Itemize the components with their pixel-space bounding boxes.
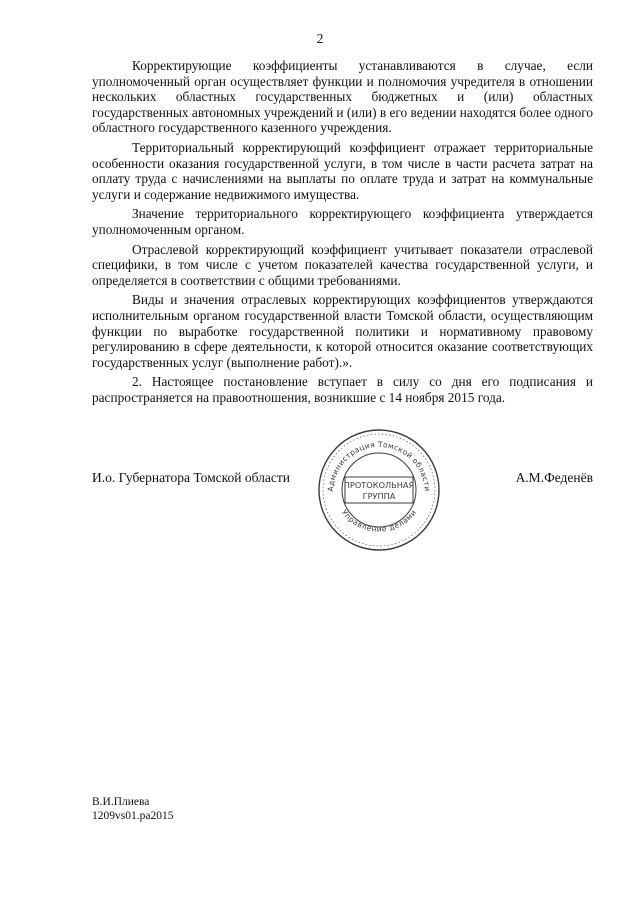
signatory-position: И.о. Губернатора Томской области [92, 470, 290, 485]
paragraph: Отраслевой корректирующий коэффициент учитывает показатели отраслевой специфики, в том числе с учетом показателей качества государственной услуги, и определяется в соответствии с общими требованиями. [92, 241, 593, 288]
footer-author: В.И.Плиева [92, 796, 150, 808]
stamp-center-line-2: ГРУППА [362, 491, 396, 501]
paragraph: Территориальный корректирующий коэффициент отражает территориальные особенности оказания государственной услуги, в том числе в части расчета затрат на оплату труда с начислениями на выплаты по оплате труда и затрат на коммунальные услуги и содержание недвижимого имущества. [92, 139, 593, 202]
official-stamp [316, 427, 442, 553]
stamp-outer-text-bottom: Управление делами [339, 507, 419, 534]
paragraph: Значение территориального корректирующего коэффициента утверждается уполномоченным органом. [92, 206, 593, 237]
svg-text:Управление делами [340, 508, 418, 534]
footer-doc-code: 1209vs01.pa2015 [92, 810, 174, 822]
signatory-name: А.М.Феденёв [515, 470, 593, 485]
paragraph: 2. Настоящее постановление вступает в силу со дня его подписания и распространяется на правоотношения, возникшие с 14 ноября 2015 года. [92, 374, 593, 405]
stamp-center-line-1: ПРОТОКОЛЬНАЯ [343, 480, 415, 490]
paragraph: Корректирующие коэффициенты устанавливаются в случае, если уполномоченный орган осуществляет функции и полномочия учредителя в отношении нескольких областных государственных бюджетных и (или) областных государственных автономных учреждений и (или) в его ведении находятся более одного областного государственного казенного учреждения. [92, 58, 593, 136]
stamp-outer-text-top: Администрация Томской области [325, 439, 433, 492]
page-number: 2 [316, 31, 324, 46]
paragraph: Виды и значения отраслевых корректирующих коэффициентов утверждаются исполнительным органом государственной власти Томской области, осуществляющим функции по выработке государственной политики и нормативному правовому регулированию в сфере деятельности, к которой относится оказание соответствующих государственных услуг (выполнение работ).». [92, 292, 593, 370]
document-body [92, 58, 593, 409]
